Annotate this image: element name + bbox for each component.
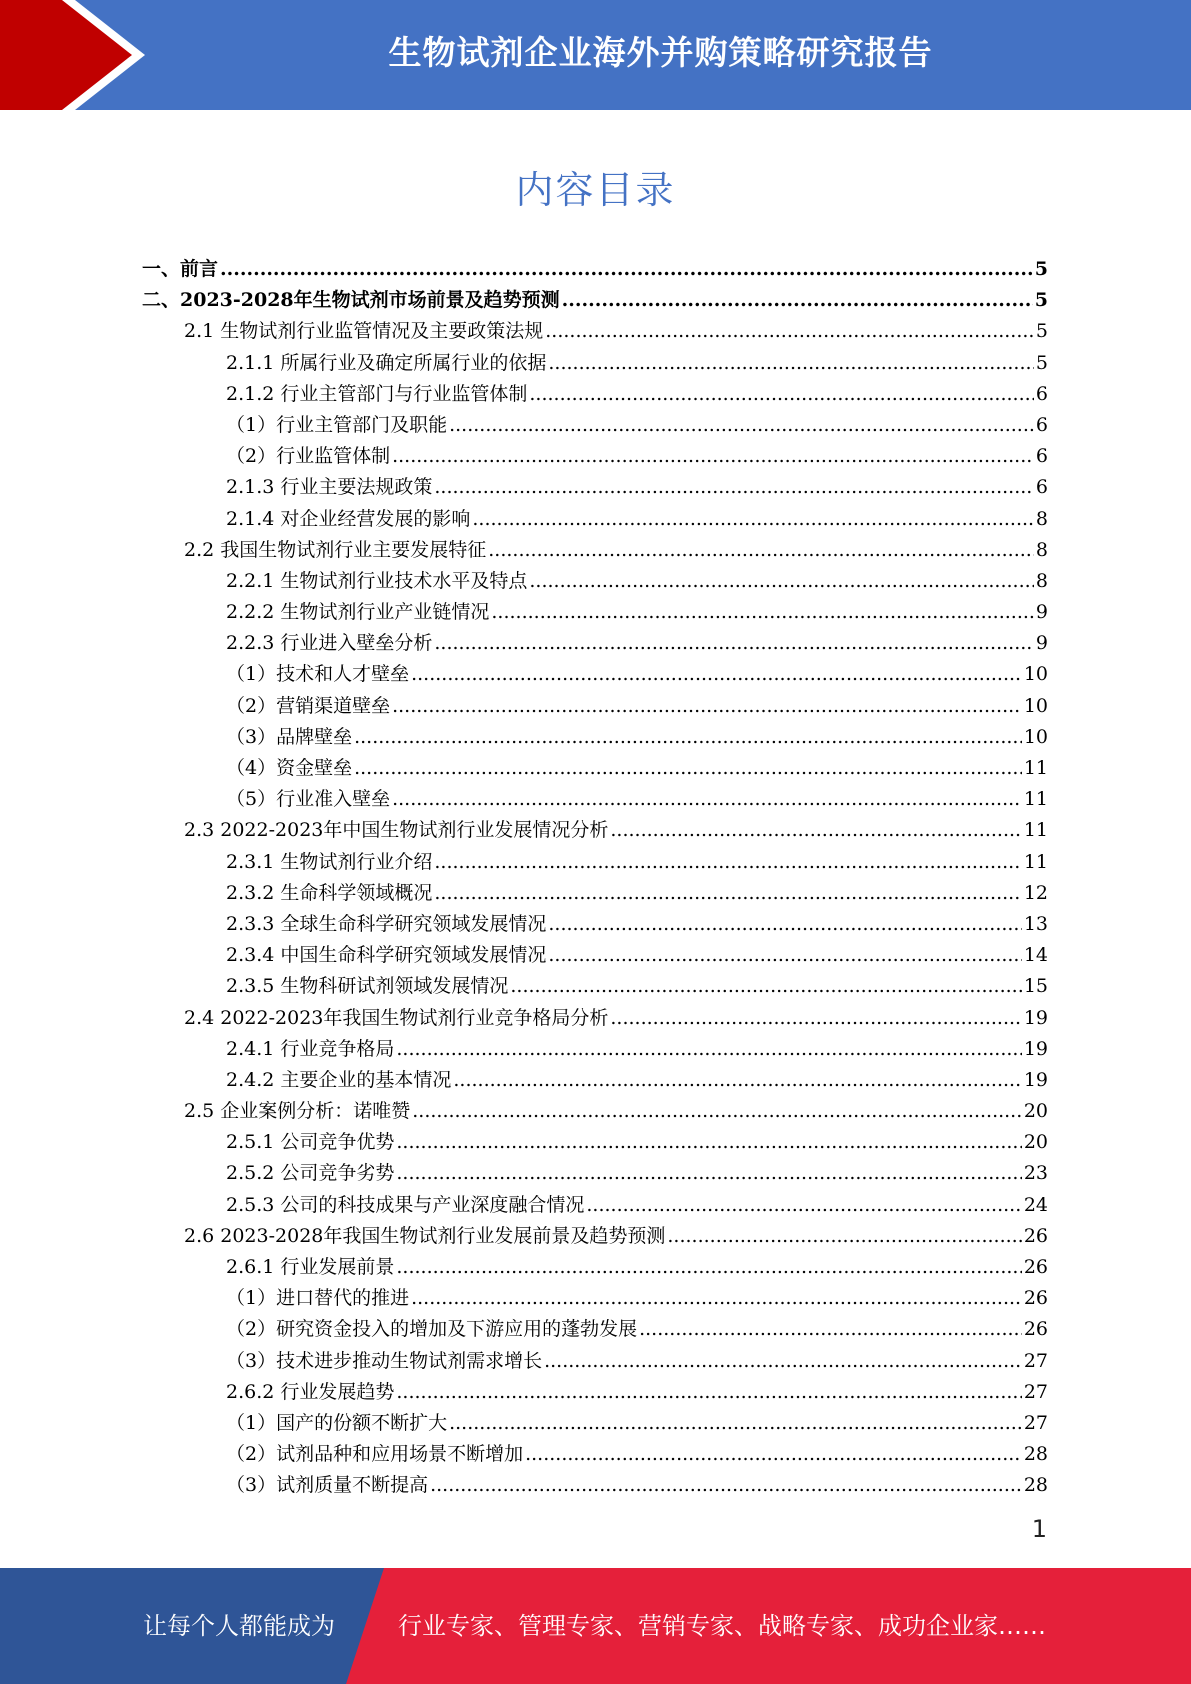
- toc-entry[interactable]: [142, 784, 1048, 815]
- toc-entry-label: （2）研究资金投入的增加及下游应用的蓬勃发展: [226, 1318, 638, 1341]
- toc-entry-label: （2）行业监管体制: [226, 445, 391, 468]
- toc-entry-label: 2.4.2 主要企业的基本情况: [226, 1068, 452, 1091]
- toc-entry[interactable]: [142, 1252, 1048, 1283]
- toc-dot-leader: [453, 1069, 1021, 1091]
- toc-dot-leader: [562, 289, 1033, 311]
- toc-entry-label: 2.4.1 行业竞争格局: [226, 1037, 395, 1060]
- toc-entry-label: 2.1.2 行业主管部门与行业监管体制: [226, 382, 528, 405]
- toc-entry-page: 6: [1035, 476, 1048, 499]
- toc-entry-label: 2.2.3 行业进入壁垒分析: [226, 632, 433, 655]
- toc-entry[interactable]: [142, 1096, 1048, 1127]
- toc-entry-page: 24: [1023, 1193, 1048, 1216]
- toc-dot-leader: [510, 975, 1021, 997]
- toc-dot-leader: [548, 944, 1021, 966]
- toc-entry-label: （2）营销渠道壁垒: [226, 694, 391, 717]
- toc-dot-leader: [354, 757, 1022, 779]
- toc-entry-page: 11: [1023, 819, 1048, 842]
- toc-dot-leader: [434, 882, 1021, 904]
- footer-slogan-right: 行业专家、管理专家、营销专家、战略专家、成功企业家……: [398, 1612, 1046, 1640]
- toc-entry-label: （3）品牌壁垒: [226, 725, 353, 748]
- toc-entry-page: 12: [1023, 881, 1048, 904]
- toc-entry[interactable]: [142, 971, 1048, 1002]
- toc-entry-page: 5: [1034, 258, 1048, 280]
- toc-entry-page: 19: [1023, 1006, 1048, 1029]
- toc-dot-leader: [548, 913, 1021, 935]
- toc-entry-label: 2.3.2 生命科学领域概况: [226, 881, 433, 904]
- toc-entry[interactable]: [142, 1314, 1048, 1345]
- toc-dot-leader: [548, 352, 1034, 374]
- toc-dot-leader: [488, 539, 1034, 561]
- toc-entry-page: 5: [1035, 320, 1048, 343]
- toc-dot-leader: [667, 1225, 1021, 1247]
- toc-dot-leader: [610, 1007, 1021, 1029]
- toc-entry[interactable]: [142, 254, 1048, 285]
- toc-dot-leader: [396, 1131, 1021, 1153]
- toc-entry[interactable]: [142, 847, 1048, 878]
- toc-entry[interactable]: [142, 691, 1048, 722]
- toc-entry-page: 9: [1035, 632, 1048, 655]
- toc-dot-leader: [544, 1350, 1022, 1372]
- toc-entry-label: （1）行业主管部门及职能: [226, 413, 448, 436]
- toc-entry-label: （1）技术和人才壁垒: [226, 663, 410, 686]
- toc-entry-page: 10: [1023, 694, 1048, 717]
- toc-entry[interactable]: [142, 285, 1048, 316]
- toc-entry-label: 2.6.2 行业发展趋势: [226, 1380, 395, 1403]
- toc-entry-label: 二、2023-2028年生物试剂市场前景及趋势预测: [142, 289, 560, 312]
- page-footer: [0, 1568, 1191, 1684]
- toc-entry-page: 27: [1023, 1411, 1048, 1434]
- toc-entry[interactable]: [142, 1470, 1048, 1501]
- toc-entry-label: （5）行业准入壁垒: [226, 788, 391, 811]
- toc-entry-label: （1）国产的份额不断扩大: [226, 1411, 448, 1434]
- toc-entry[interactable]: [142, 410, 1048, 441]
- toc-entry-label: （3）技术进步推动生物试剂需求增长: [226, 1349, 543, 1372]
- toc-entry-label: 2.3.5 生物科研试剂领域发展情况: [226, 975, 509, 998]
- toc-dot-leader: [491, 601, 1034, 623]
- toc-entry-label: （2）试剂品种和应用场景不断增加: [226, 1443, 524, 1466]
- toc-dot-leader: [639, 1318, 1022, 1340]
- toc-dot-leader: [529, 383, 1034, 405]
- toc-entry-page: 27: [1023, 1349, 1048, 1372]
- toc-entry[interactable]: [142, 535, 1048, 566]
- toc-entry[interactable]: [142, 1127, 1048, 1158]
- toc-entry-label: 2.5.2 公司竞争劣势: [226, 1162, 395, 1185]
- toc-dot-leader: [412, 1100, 1022, 1122]
- toc-entry-page: 6: [1035, 382, 1048, 405]
- toc-entry[interactable]: [142, 753, 1048, 784]
- toc-entry-label: 2.3 2022-2023年中国生物试剂行业发展情况分析: [184, 819, 609, 842]
- toc-entry[interactable]: [142, 1221, 1048, 1252]
- toc-entry[interactable]: [142, 722, 1048, 753]
- toc-entry[interactable]: [142, 878, 1048, 909]
- toc-dot-leader: [434, 851, 1021, 873]
- toc-entry-page: 10: [1023, 725, 1048, 748]
- toc-entry-label: 2.4 2022-2023年我国生物试剂行业竞争格局分析: [184, 1006, 609, 1029]
- toc-entry-page: 26: [1023, 1318, 1048, 1341]
- toc-entry[interactable]: [142, 441, 1048, 472]
- toc-dot-leader: [545, 320, 1034, 342]
- toc-entry-label: 2.3.4 中国生命科学研究领域发展情况: [226, 944, 547, 967]
- toc-entry-page: 19: [1023, 1068, 1048, 1091]
- toc-entry[interactable]: [142, 316, 1048, 347]
- toc-dot-leader: [396, 1381, 1021, 1403]
- toc-entry-label: 2.1.4 对企业经营发展的影响: [226, 507, 471, 530]
- toc-dot-leader: [449, 414, 1034, 436]
- toc-entry[interactable]: [142, 566, 1048, 597]
- toc-entry-page: 5: [1034, 289, 1048, 312]
- toc-dot-leader: [434, 476, 1034, 498]
- toc-entry-page: 26: [1023, 1224, 1048, 1247]
- toc-entry-label: 2.1 生物试剂行业监管情况及主要政策法规: [184, 320, 544, 343]
- page-header: [0, 0, 1191, 110]
- toc-entry[interactable]: [142, 1034, 1048, 1065]
- toc-entry-label: （4）资金壁垒: [226, 757, 353, 779]
- toc-entry[interactable]: [142, 597, 1048, 628]
- toc-entry-label: 2.1.1 所属行业及确定所属行业的依据: [226, 351, 547, 374]
- toc-dot-leader: [434, 632, 1034, 654]
- toc-entry[interactable]: [142, 1190, 1048, 1221]
- toc-entry-page: 8: [1035, 507, 1048, 530]
- toc-dot-leader: [396, 1162, 1021, 1184]
- footer-slogan-left: 让每个人都能成为: [143, 1612, 335, 1640]
- toc-entry-page: 19: [1023, 1037, 1048, 1060]
- toc-entry[interactable]: [142, 1283, 1048, 1314]
- toc-dot-leader: [525, 1443, 1022, 1465]
- toc-entry-page: 28: [1023, 1443, 1048, 1466]
- toc-dot-leader: [411, 1287, 1022, 1309]
- toc-entry-page: 26: [1023, 1287, 1048, 1310]
- toc-entry[interactable]: [142, 659, 1048, 690]
- toc-entry-page: 23: [1023, 1162, 1048, 1185]
- toc-entry-label: 一、前言: [142, 258, 219, 280]
- toc-entry[interactable]: [142, 1065, 1048, 1096]
- toc-entry[interactable]: [142, 1346, 1048, 1377]
- toc-dot-leader: [392, 445, 1034, 467]
- toc-entry[interactable]: [142, 1377, 1048, 1408]
- toc-dot-leader: [430, 1474, 1022, 1496]
- toc-entry[interactable]: [142, 815, 1048, 846]
- toc-entry[interactable]: [142, 1439, 1048, 1470]
- toc-entry-page: 11: [1023, 788, 1048, 811]
- toc-entry[interactable]: [142, 1158, 1048, 1189]
- toc-entry-page: 15: [1023, 975, 1048, 998]
- toc-heading: 内容目录: [515, 168, 676, 212]
- toc-entry-label: 2.5.1 公司竞争优势: [226, 1131, 395, 1154]
- toc-entry-page: 11: [1023, 850, 1048, 873]
- toc-entry-label: 2.1.3 行业主要法规政策: [226, 476, 433, 499]
- toc-dot-leader: [472, 508, 1034, 530]
- toc-entry[interactable]: [142, 1408, 1048, 1439]
- toc-dot-leader: [529, 570, 1034, 592]
- toc-entry-page: 20: [1023, 1100, 1048, 1123]
- toc-entry-page: 5: [1035, 351, 1048, 374]
- toc-entry[interactable]: [142, 909, 1048, 940]
- toc-entry-label: 2.3.1 生物试剂行业介绍: [226, 850, 433, 873]
- page-number: 1: [1031, 1515, 1047, 1543]
- toc-entry-page: 27: [1023, 1380, 1048, 1403]
- toc-dot-leader: [354, 726, 1022, 748]
- toc-dot-leader: [449, 1412, 1022, 1434]
- toc-entry-label: （1）进口替代的推进: [226, 1287, 410, 1310]
- toc-entry[interactable]: [142, 472, 1048, 503]
- toc-entry-page: 26: [1023, 1256, 1048, 1278]
- toc-entry-page: 6: [1035, 445, 1048, 468]
- toc-entry-label: 2.6 2023-2028年我国生物试剂行业发展前景及趋势预测: [184, 1224, 666, 1247]
- toc-entry[interactable]: [142, 628, 1048, 659]
- toc-entry-page: 20: [1023, 1131, 1048, 1154]
- toc-entry[interactable]: [142, 348, 1048, 379]
- toc-entry-page: 10: [1023, 663, 1048, 686]
- toc-entry-page: 11: [1023, 757, 1048, 779]
- toc-dot-leader: [396, 1256, 1021, 1278]
- toc-dot-leader: [396, 1038, 1021, 1060]
- toc-entry[interactable]: [142, 379, 1048, 410]
- toc-entry[interactable]: [142, 940, 1048, 971]
- toc-entry-label: （3）试剂质量不断提高: [226, 1474, 429, 1497]
- toc-entry-page: 8: [1035, 538, 1048, 561]
- toc-entry-page: 13: [1023, 912, 1048, 935]
- toc-entry-label: 2.6.1 行业发展前景: [226, 1256, 395, 1278]
- toc-entry-page: 28: [1023, 1474, 1048, 1497]
- toc-dot-leader: [392, 695, 1022, 717]
- toc-entry-page: 6: [1035, 413, 1048, 436]
- toc-entry[interactable]: [142, 504, 1048, 535]
- toc-entry-label: 2.2.2 生物试剂行业产业链情况: [226, 601, 490, 624]
- toc-dot-leader: [586, 1194, 1021, 1216]
- toc-dot-leader: [220, 258, 1033, 280]
- toc-entry-label: 2.3.3 全球生命科学研究领域发展情况: [226, 912, 547, 935]
- toc-dot-leader: [411, 663, 1022, 685]
- toc-entry-page: 8: [1035, 569, 1048, 592]
- toc-entry-page: 9: [1035, 601, 1048, 624]
- table-of-contents: [142, 254, 1048, 1502]
- toc-entry-page: 14: [1023, 944, 1048, 967]
- report-title: 生物试剂企业海外并购策略研究报告: [388, 33, 933, 72]
- toc-entry-label: 2.5.3 公司的科技成果与产业深度融合情况: [226, 1193, 585, 1216]
- toc-dot-leader: [392, 788, 1022, 810]
- toc-entry-label: 2.5 企业案例分析：诺唯赞: [184, 1100, 411, 1123]
- toc-dot-leader: [610, 819, 1021, 841]
- toc-entry-label: 2.2 我国生物试剂行业主要发展特征: [184, 538, 487, 561]
- toc-entry[interactable]: [142, 1003, 1048, 1034]
- toc-entry-label: 2.2.1 生物试剂行业技术水平及特点: [226, 569, 528, 592]
